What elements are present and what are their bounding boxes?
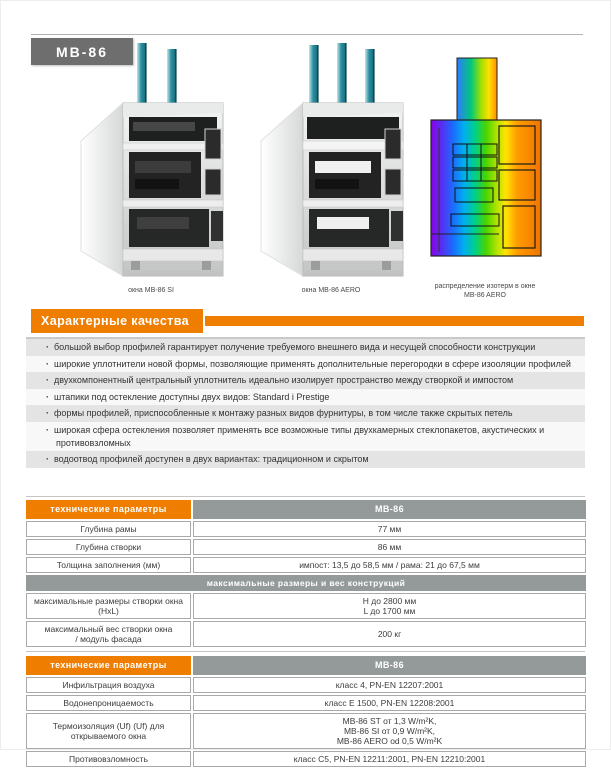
param-value-line: MB-86 AERO od 0,5 W/m²K [336, 735, 443, 746]
feature-text: большой выбор профилей гарантирует получение требуемого внешнего вида и несущей способности конструкции [54, 342, 536, 352]
param-label: Глубина створки [26, 539, 191, 555]
bullet-icon: · [46, 424, 49, 435]
table-section-row [26, 575, 586, 591]
param-label [26, 593, 191, 619]
table-header-row [26, 500, 586, 519]
table-header-system: MB-86 [193, 656, 586, 675]
features-list [26, 337, 585, 468]
figure-caption-isotherms [421, 283, 549, 301]
table-row [26, 539, 586, 555]
divider [26, 496, 585, 497]
table-row [26, 557, 586, 573]
param-label-line: открываемого окна [70, 730, 147, 741]
feature-item [26, 451, 585, 468]
isotherm-caption-line1: распределение изотерм в окне [434, 283, 536, 290]
bullet-icon: · [46, 342, 49, 352]
param-value: 200 кг [193, 621, 586, 647]
features-heading: Характерные качества [31, 309, 203, 333]
param-label [26, 621, 191, 647]
feature-item [26, 339, 585, 356]
table-header-parameters: технические параметры [26, 656, 191, 675]
bullet-icon: · [46, 358, 49, 369]
feature-item [26, 422, 585, 451]
table-row [26, 677, 586, 693]
param-value-line: H до 2800 мм [362, 595, 417, 606]
bullet-icon: · [46, 375, 49, 386]
feature-item [26, 405, 585, 422]
isotherm-caption-line2: MB-86 AERO [463, 291, 506, 299]
param-label-line: максимальные размеры створки окна [34, 595, 183, 606]
table-header-row [26, 656, 586, 675]
param-label-line: / модуль фасада [75, 633, 142, 644]
param-label [26, 713, 191, 749]
param-value: импост: 13,5 до 58,5 мм / рама: 21 до 67,5 мм [193, 557, 586, 573]
feature-text: широкие уплотнители новой формы, позволяющие применять дополнительные перегородки в сфере изооляции профилей [54, 358, 571, 369]
section-header-features [31, 309, 584, 333]
feature-text: водоотвод профилей доступен в двух вариантах: традиционном и скрытом [54, 454, 369, 465]
profile-cross-section-aero-image [251, 43, 411, 278]
table-row [26, 521, 586, 537]
table-header-system: MB-86 [193, 500, 586, 519]
param-value: 86 мм [193, 539, 586, 555]
table-row [26, 621, 586, 647]
figure-isotherms [421, 56, 549, 301]
figure-profile-si [67, 43, 235, 296]
param-value-line: MB-86 SI от 0,9 W/m²K, [343, 725, 436, 736]
page-title: MB-86 [31, 38, 133, 65]
param-value [193, 713, 586, 749]
param-value: 77 мм [193, 521, 586, 537]
top-divider [31, 34, 583, 35]
technical-parameters-table [24, 498, 588, 649]
param-label-line: (HxL) [98, 605, 119, 616]
feature-item [26, 372, 585, 389]
figure-caption-si: окна MB-86 SI [128, 287, 174, 294]
figure-caption-aero: окна MB-86 AERO [301, 287, 361, 294]
feature-text: штапики под остекление доступны двух видов: Standard i Prestige [54, 391, 330, 402]
feature-item [26, 389, 585, 406]
param-value [193, 593, 586, 619]
param-value: класс C5, PN-EN 12211:2001, PN-EN 12210:2001 [193, 751, 586, 767]
table-row [26, 751, 586, 767]
isotherm-thermal-image [425, 56, 545, 269]
param-label: Водонепроницаемость [26, 695, 191, 711]
table-section-header: максимальные размеры и вес конструкций [26, 575, 586, 591]
profile-cross-section-si-image [71, 43, 231, 278]
param-label-line: Термоизоляция (Uf) (Uf) для [52, 720, 165, 731]
features-heading-bar [205, 316, 584, 326]
table-row [26, 713, 586, 749]
param-value-line: MB-86 ST от 1,3 W/m²K, [342, 715, 437, 726]
param-label: Инфильтрация воздуха [26, 677, 191, 693]
table-header-parameters: технические параметры [26, 500, 191, 519]
table-row [26, 593, 586, 619]
feature-item [26, 356, 585, 373]
param-label: Глубина рамы [26, 521, 191, 537]
param-label: Толщина заполнения (мм) [26, 557, 191, 573]
feature-text: формы профилей, приспособленные к монтажу разных видов фурнитуры, в том числе также скрытых петель [54, 408, 513, 419]
param-label: Противовзломность [26, 751, 191, 767]
param-value: класс 4, PN-EN 12207:2001 [193, 677, 586, 693]
table-row [26, 695, 586, 711]
param-label-line: максимальный вес створки окна [44, 623, 173, 634]
param-value-line: L до 1700 мм [363, 605, 416, 616]
param-value: класс E 1500, PN-EN 12208:2001 [193, 695, 586, 711]
bullet-icon: · [46, 454, 49, 465]
divider [26, 651, 585, 652]
feature-text: широкая сфера остекления позволяет применять все возможные типы двухкамерных стеклопакетов, акустических и противовзломных [54, 424, 545, 448]
performance-parameters-table [24, 654, 588, 769]
feature-text: двухкомпонентный центральный уплотнитель идеально изолирует пространство между створкой и импостом [54, 375, 514, 386]
figure-profile-aero [247, 43, 415, 296]
bullet-icon: · [46, 408, 49, 419]
bullet-icon: · [46, 391, 49, 402]
